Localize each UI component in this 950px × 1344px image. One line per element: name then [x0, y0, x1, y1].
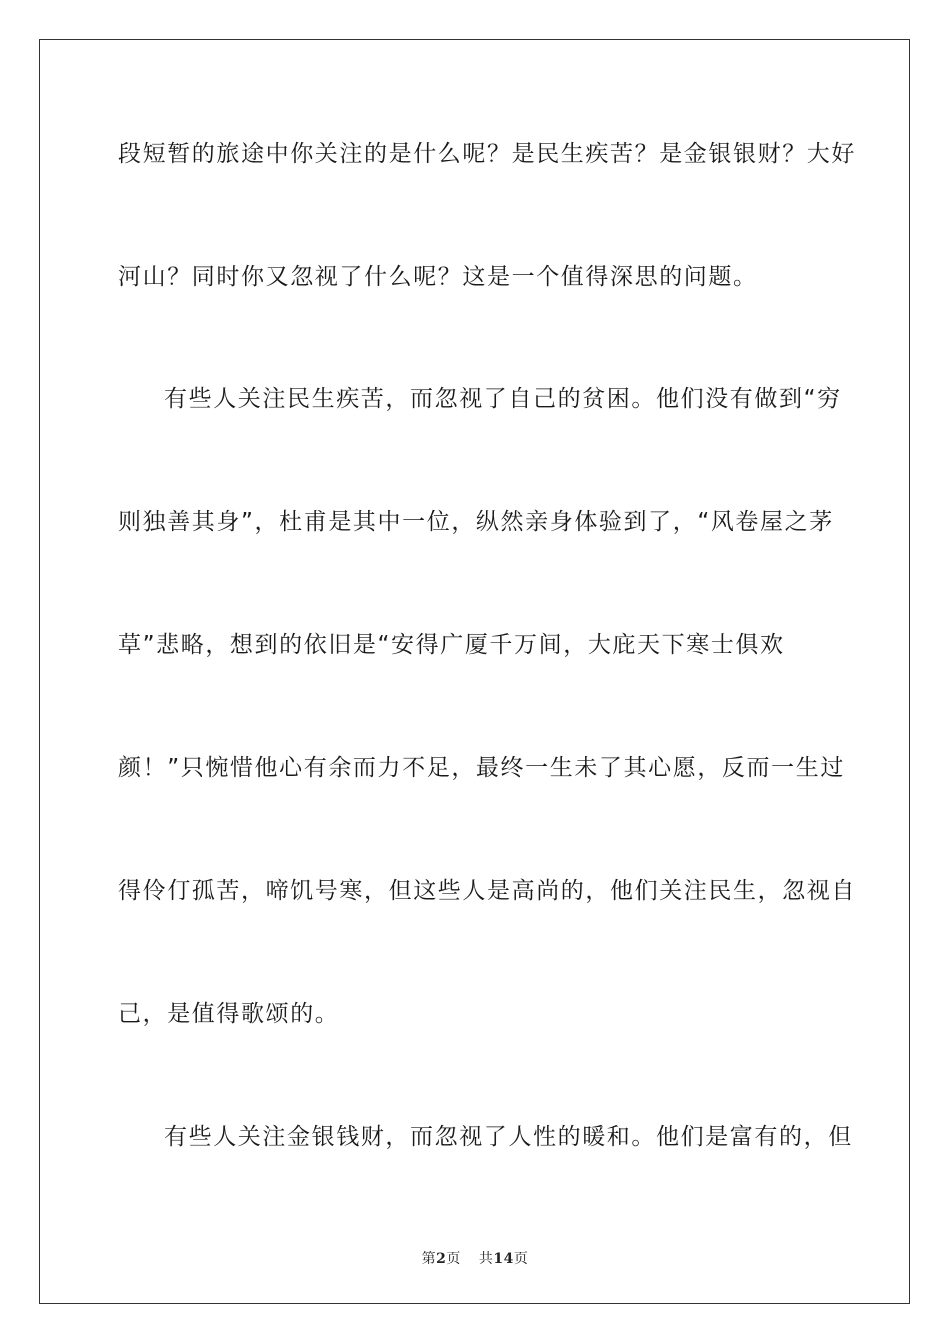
page-label-prefix: 第 — [421, 1251, 437, 1267]
total-label-prefix: 共 — [478, 1251, 494, 1267]
page-label-suffix: 页 — [446, 1251, 461, 1267]
text-line: 草”悲略，想到的依旧是“安得广厦千万间，大庇天下寒士俱欢 — [118, 632, 785, 658]
page-footer — [0, 1248, 950, 1268]
paragraph-start-line: 有些人关注金银钱财，而忽视了人性的暖和。他们是富有的，但 — [164, 1124, 853, 1150]
paragraph-start-line: 有些人关注民生疾苦，而忽视了自己的贫困。他们没有做到“穷 — [164, 386, 842, 412]
text-line: 己，是值得歌颂的。 — [118, 1001, 340, 1027]
page-number: 2 — [436, 1251, 447, 1267]
text-line: 河山？同时你又忽视了什么呢？这是一个值得深思的问题。 — [118, 264, 758, 290]
text-line: 得伶仃孤苦，啼饥号寒，但这些人是高尚的，他们关注民生，忽视自 — [118, 878, 856, 904]
page-border — [39, 39, 910, 1304]
total-label-suffix: 页 — [513, 1251, 529, 1267]
text-line: 则独善其身”，杜甫是其中一位，纵然亲身体验到了，“风卷屋之茅 — [118, 509, 834, 535]
total-pages: 14 — [493, 1251, 514, 1267]
text-line: 段短暂的旅途中你关注的是什么呢？是民生疾苦？是金银银财？大好 — [118, 141, 856, 167]
text-line: 颜！”只惋惜他心有余而力不足，最终一生未了其心愿，反而一生过 — [118, 755, 845, 781]
